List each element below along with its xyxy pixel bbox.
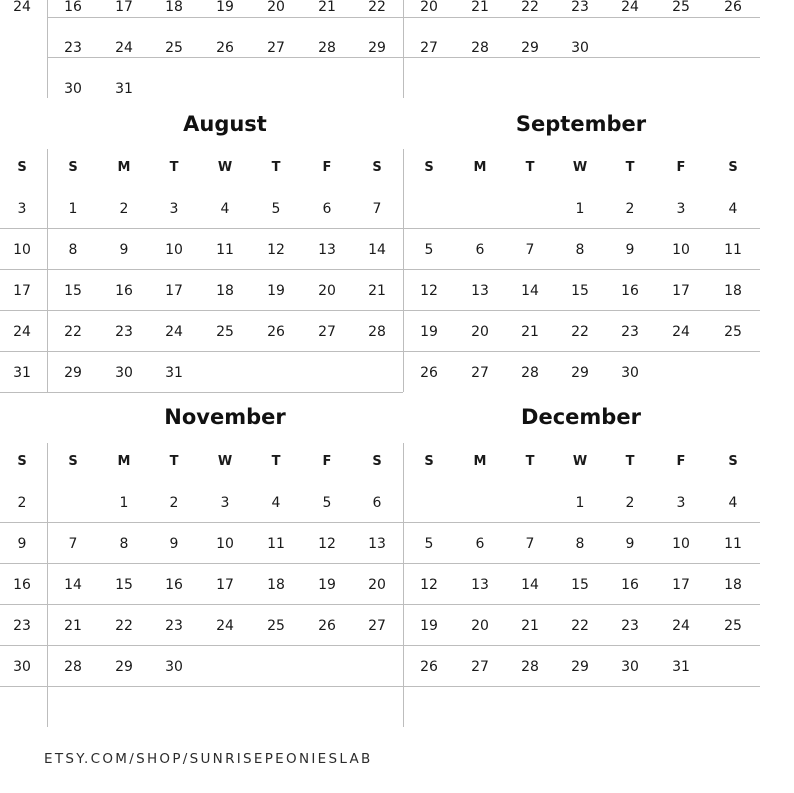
weekday-header: F [676,160,686,175]
row-divider [403,351,760,352]
day-cell[interactable]: 28 [521,365,539,381]
day-cell[interactable]: 29 [115,659,133,675]
day-cell[interactable]: 28 [521,659,539,675]
week-number-cell[interactable]: 30 [13,659,31,675]
day-cell[interactable]: 30 [64,81,82,97]
day-cell[interactable]: 14 [521,283,539,299]
day-cell[interactable]: 16 [165,577,183,593]
weekday-header: T [271,160,281,175]
day-cell[interactable]: 13 [471,577,489,593]
day-cell[interactable]: 30 [165,659,183,675]
day-cell[interactable]: 25 [672,0,690,15]
day-cell[interactable]: 2 [625,201,635,217]
day-cell[interactable]: 17 [672,283,690,299]
day-cell[interactable]: 7 [525,536,535,552]
day-cell[interactable]: 25 [216,324,234,340]
day-cell[interactable]: 23 [571,0,589,15]
day-cell[interactable]: 24 [216,618,234,634]
row-divider [0,310,403,311]
weekday-header: S [372,454,382,469]
day-cell[interactable]: 11 [724,536,742,552]
day-cell[interactable]: 23 [115,324,133,340]
day-cell[interactable]: 22 [571,324,589,340]
day-cell[interactable]: 27 [471,365,489,381]
day-cell[interactable]: 3 [676,495,686,511]
day-cell[interactable]: 27 [420,40,438,56]
weekday-header: T [169,160,179,175]
day-cell[interactable]: 19 [420,324,438,340]
day-cell[interactable]: 22 [368,0,386,15]
day-cell[interactable]: 21 [521,324,539,340]
day-cell[interactable]: 21 [368,283,386,299]
day-cell[interactable]: 1 [575,495,585,511]
month-title: August [183,112,267,136]
day-cell[interactable]: 24 [672,324,690,340]
day-cell[interactable]: 26 [318,618,336,634]
day-cell[interactable]: 9 [169,536,179,552]
day-cell[interactable]: 15 [115,577,133,593]
month-title: December [521,405,641,429]
week-number-cell[interactable]: 17 [13,283,31,299]
day-cell[interactable]: 26 [420,659,438,675]
column-divider [403,0,404,98]
weekday-header: M [473,160,487,175]
day-cell[interactable]: 17 [216,577,234,593]
day-cell[interactable]: 10 [672,536,690,552]
day-cell[interactable]: 12 [267,242,285,258]
weekday-header: F [322,160,332,175]
weekday-header: S [728,454,738,469]
day-cell[interactable]: 20 [267,0,285,15]
day-cell[interactable]: 21 [471,0,489,15]
day-cell[interactable]: 2 [169,495,179,511]
row-divider [0,351,403,352]
day-cell[interactable]: 24 [672,618,690,634]
day-cell[interactable]: 13 [471,283,489,299]
day-cell[interactable]: 18 [724,577,742,593]
day-cell[interactable]: 31 [672,659,690,675]
day-cell[interactable]: 6 [322,201,332,217]
day-cell[interactable]: 28 [471,40,489,56]
day-cell[interactable]: 6 [475,242,485,258]
day-cell[interactable]: 10 [672,242,690,258]
weekday-header: S [68,160,78,175]
day-cell[interactable]: 1 [68,201,78,217]
day-cell[interactable]: 29 [571,365,589,381]
day-cell[interactable]: 23 [621,324,639,340]
day-cell[interactable]: 26 [216,40,234,56]
day-cell[interactable]: 21 [521,618,539,634]
shop-url-footer: ETSY.COM/SHOP/SUNRISEPEONIESLAB [44,751,373,767]
weekday-header: W [217,454,233,469]
row-divider [403,686,760,687]
day-cell[interactable]: 8 [68,242,78,258]
day-cell[interactable]: 20 [420,0,438,15]
row-divider [403,604,760,605]
day-cell[interactable]: 25 [267,618,285,634]
day-cell[interactable]: 14 [521,577,539,593]
row-divider [403,228,760,229]
day-cell[interactable]: 16 [621,577,639,593]
day-cell[interactable]: 29 [571,659,589,675]
weekday-header: S [424,454,434,469]
day-cell[interactable]: 10 [165,242,183,258]
day-cell[interactable]: 4 [271,495,281,511]
weekday-header: F [676,454,686,469]
day-cell[interactable]: 16 [64,0,82,15]
day-cell[interactable]: 3 [220,495,230,511]
day-cell[interactable]: 24 [621,0,639,15]
day-cell[interactable]: 11 [267,536,285,552]
day-cell[interactable]: 12 [420,577,438,593]
weekday-header: T [169,454,179,469]
day-cell[interactable]: 7 [525,242,535,258]
row-divider [403,269,760,270]
day-cell[interactable]: 16 [621,283,639,299]
day-cell[interactable]: 5 [322,495,332,511]
row-divider [0,522,403,523]
weekday-header: T [625,160,635,175]
day-cell[interactable]: 30 [621,659,639,675]
day-cell[interactable]: 5 [424,536,434,552]
weekday-header: F [322,454,332,469]
day-cell[interactable]: 4 [728,495,738,511]
day-cell[interactable]: 10 [216,536,234,552]
day-cell[interactable]: 20 [471,324,489,340]
day-cell[interactable]: 18 [267,577,285,593]
row-divider [0,604,403,605]
day-cell[interactable]: 23 [64,40,82,56]
day-cell[interactable]: 7 [372,201,382,217]
day-cell[interactable]: 15 [64,283,82,299]
day-cell[interactable]: 8 [119,536,129,552]
day-cell[interactable]: 28 [64,659,82,675]
week-number-cell[interactable]: 9 [17,536,27,552]
day-cell[interactable]: 6 [372,495,382,511]
day-cell[interactable]: 18 [165,0,183,15]
day-cell[interactable]: 22 [64,324,82,340]
day-cell[interactable]: 30 [115,365,133,381]
day-cell[interactable]: 19 [267,283,285,299]
day-cell[interactable]: 9 [625,536,635,552]
row-divider [403,522,760,523]
day-cell[interactable]: 16 [115,283,133,299]
week-number-cell[interactable]: 2 [17,495,27,511]
day-cell[interactable]: 7 [68,536,78,552]
column-divider [47,443,48,727]
day-cell[interactable]: 22 [115,618,133,634]
row-divider [47,17,403,18]
day-cell[interactable]: 19 [420,618,438,634]
day-cell[interactable]: 3 [169,201,179,217]
day-cell[interactable]: 24 [165,324,183,340]
row-divider [47,57,403,58]
week-number-cell[interactable]: 23 [13,618,31,634]
weekday-header: T [271,454,281,469]
day-cell[interactable]: 26 [267,324,285,340]
day-cell[interactable]: 25 [165,40,183,56]
column-divider [403,443,404,727]
week-number-cell[interactable]: 24 [13,0,31,15]
day-cell[interactable]: 8 [575,536,585,552]
day-cell[interactable]: 4 [220,201,230,217]
day-cell[interactable]: 21 [318,0,336,15]
day-cell[interactable]: 17 [672,577,690,593]
column-divider [403,149,404,392]
day-cell[interactable]: 13 [318,242,336,258]
weekday-header: S [17,454,27,469]
day-cell[interactable]: 27 [267,40,285,56]
day-cell[interactable]: 12 [420,283,438,299]
day-cell[interactable]: 21 [64,618,82,634]
weekday-header: S [68,454,78,469]
weekday-header: S [17,160,27,175]
day-cell[interactable]: 13 [368,536,386,552]
week-number-cell[interactable]: 31 [13,365,31,381]
day-cell[interactable]: 27 [318,324,336,340]
week-number-cell[interactable]: 3 [17,201,27,217]
day-cell[interactable]: 11 [724,242,742,258]
day-cell[interactable]: 17 [115,0,133,15]
row-divider [403,563,760,564]
weekday-header: T [525,454,535,469]
day-cell[interactable]: 19 [216,0,234,15]
row-divider [403,17,760,18]
day-cell[interactable]: 31 [115,81,133,97]
day-cell[interactable]: 31 [165,365,183,381]
row-divider [0,645,403,646]
weekday-header: M [473,454,487,469]
day-cell[interactable]: 2 [119,201,129,217]
day-cell[interactable]: 18 [216,283,234,299]
week-number-cell[interactable]: 16 [13,577,31,593]
day-cell[interactable]: 22 [571,618,589,634]
day-cell[interactable]: 9 [119,242,129,258]
day-cell[interactable]: 17 [165,283,183,299]
day-cell[interactable]: 18 [724,283,742,299]
row-divider [403,645,760,646]
day-cell[interactable]: 12 [318,536,336,552]
day-cell[interactable]: 14 [64,577,82,593]
day-cell[interactable]: 27 [471,659,489,675]
weekday-header: T [525,160,535,175]
day-cell[interactable]: 24 [115,40,133,56]
row-divider [403,57,760,58]
month-title: September [515,112,647,136]
day-cell[interactable]: 29 [521,40,539,56]
day-cell[interactable]: 6 [475,536,485,552]
row-divider [0,563,403,564]
weekday-header: M [117,160,131,175]
weekday-header: W [572,160,588,175]
row-divider [403,310,760,311]
row-divider [0,392,403,393]
week-number-cell[interactable]: 24 [13,324,31,340]
weekday-header: S [424,160,434,175]
day-cell[interactable]: 20 [368,577,386,593]
day-cell[interactable]: 1 [119,495,129,511]
week-number-cell[interactable]: 10 [13,242,31,258]
row-divider [0,686,403,687]
day-cell[interactable]: 5 [424,242,434,258]
row-divider [0,269,403,270]
day-cell[interactable]: 2 [625,495,635,511]
day-cell[interactable]: 23 [165,618,183,634]
day-cell[interactable]: 27 [368,618,386,634]
month-title: November [164,405,286,429]
column-divider [47,0,48,98]
day-cell[interactable]: 30 [621,365,639,381]
day-cell[interactable]: 28 [368,324,386,340]
weekday-header: S [728,160,738,175]
day-cell[interactable]: 20 [471,618,489,634]
day-cell[interactable]: 29 [64,365,82,381]
day-cell[interactable]: 1 [575,201,585,217]
day-cell[interactable]: 26 [724,0,742,15]
row-divider [0,228,403,229]
day-cell[interactable]: 8 [575,242,585,258]
day-cell[interactable]: 3 [676,201,686,217]
weekday-header: M [117,454,131,469]
day-cell[interactable]: 20 [318,283,336,299]
day-cell[interactable]: 25 [724,324,742,340]
day-cell[interactable]: 28 [318,40,336,56]
day-cell[interactable]: 22 [521,0,539,15]
day-cell[interactable]: 14 [368,242,386,258]
day-cell[interactable]: 5 [271,201,281,217]
day-cell[interactable]: 9 [625,242,635,258]
day-cell[interactable]: 29 [368,40,386,56]
day-cell[interactable]: 26 [420,365,438,381]
day-cell[interactable]: 25 [724,618,742,634]
weekday-header: W [217,160,233,175]
day-cell[interactable]: 23 [621,618,639,634]
day-cell[interactable]: 15 [571,283,589,299]
day-cell[interactable]: 19 [318,577,336,593]
day-cell[interactable]: 4 [728,201,738,217]
weekday-header: W [572,454,588,469]
day-cell[interactable]: 15 [571,577,589,593]
day-cell[interactable]: 30 [571,40,589,56]
column-divider [47,149,48,392]
weekday-header: S [372,160,382,175]
weekday-header: T [625,454,635,469]
day-cell[interactable]: 11 [216,242,234,258]
